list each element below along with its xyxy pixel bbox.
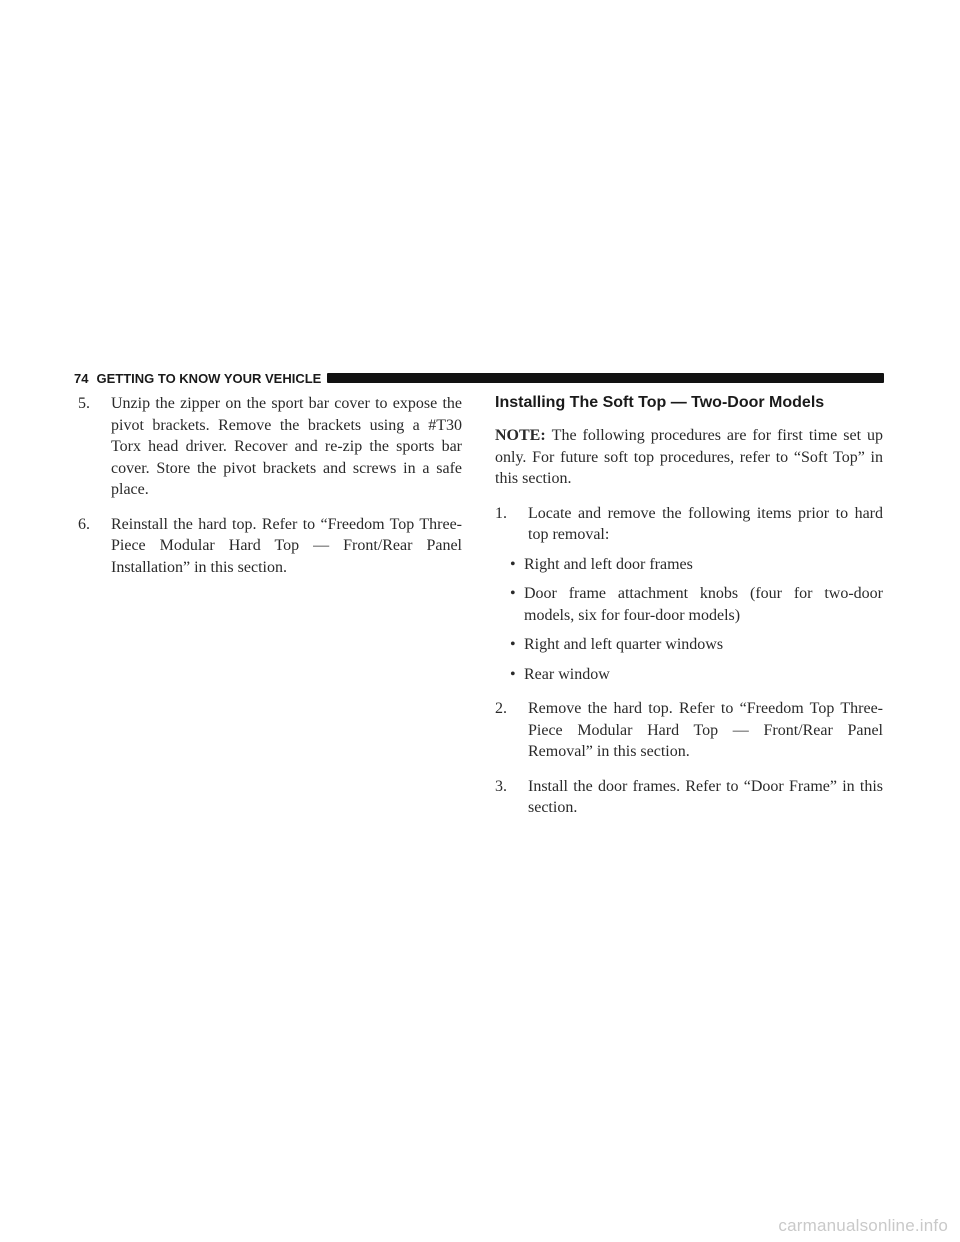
section-title: GETTING TO KNOW YOUR VEHICLE	[96, 370, 322, 386]
step-text: Remove the hard top. Refer to “Freedom Top Three-Piece Modular Hard Top — Front/Rear Panel Removal” in this section.	[528, 700, 883, 760]
watermark-logo: carmanualsonline.info	[778, 1216, 948, 1235]
list-item: • Rear window	[495, 664, 883, 686]
step-6	[78, 514, 462, 579]
step-number: 5.	[78, 395, 90, 412]
bullet-icon: •	[510, 555, 516, 573]
page-number: 74	[74, 370, 89, 386]
note-text: The following procedures are for first time set up only. For future soft top procedures, refer to “Soft Top” in this section.	[495, 427, 883, 487]
list-item: • Right and left quarter windows	[495, 634, 883, 656]
header-rule	[327, 373, 884, 383]
step-number: 2.	[495, 700, 507, 717]
left-column	[78, 393, 462, 591]
bullet-icon: •	[510, 585, 516, 602]
item-list	[495, 554, 883, 686]
step-2	[495, 698, 883, 763]
step-1	[495, 503, 883, 546]
step-number: 1.	[495, 504, 507, 522]
step-text: Locate and remove the following items prior to hard top removal:	[528, 504, 883, 543]
list-item: • Right and left door frames	[495, 554, 883, 576]
step-5	[78, 393, 462, 501]
step-text: Install the door frames. Refer to “Door Frame” in this section.	[528, 777, 883, 816]
note-label: NOTE:	[495, 427, 546, 444]
right-column	[495, 393, 883, 832]
step-number: 6.	[78, 515, 90, 533]
step-number: 3.	[495, 777, 507, 795]
step-text: Reinstall the hard top. Refer to “Freedom Top Three-Piece Modular Hard Top — Front/Rear Panel Installation” in this section.	[111, 515, 462, 576]
page-header	[74, 369, 884, 387]
list-item: • Door frame attachment knobs (four for two-door models, six for four-door models)	[510, 585, 883, 624]
section-heading: Installing The Soft Top — Two-Door Models	[495, 394, 825, 411]
step-3	[495, 776, 883, 819]
note	[495, 425, 883, 490]
step-text: Unzip the zipper on the sport bar cover to expose the pivot brackets. Remove the brackets using a #T30 Torx head driver. Recover and re-zip the sports bar cover. Store the pivot brackets and screws in a safe place.	[111, 395, 462, 498]
bullet-icon: •	[510, 665, 516, 683]
bullet-icon: •	[510, 636, 516, 653]
